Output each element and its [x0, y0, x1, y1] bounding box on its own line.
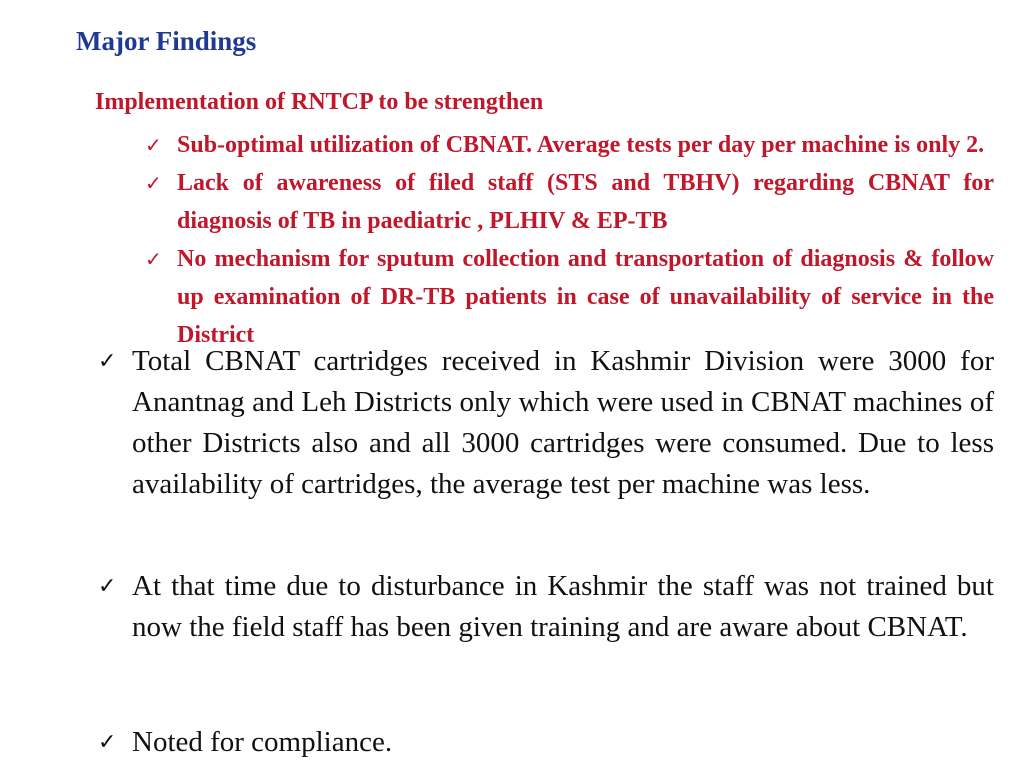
- response-item: [98, 722, 994, 763]
- finding-text: Lack of awareness of filed staff (STS and TBHV) regarding CBNAT for diagnosis of TB in paediatric , PLHIV & EP-TB: [177, 170, 994, 234]
- response-item: [98, 566, 994, 648]
- finding-item: [140, 240, 994, 354]
- finding-item: [140, 164, 994, 240]
- checkmark-icon: ✓: [98, 574, 117, 599]
- findings-subheading: Implementation of RNTCP to be strengthen: [95, 89, 544, 115]
- checkmark-icon: ✓: [145, 247, 162, 271]
- response-text: Noted for compliance.: [132, 726, 393, 758]
- response-text: Total CBNAT cartridges received in Kashmir Division were 3000 for Anantnag and Leh Districts only which were used in CBNAT machines of other Districts also and all 3000 cartridges were consumed. Due to less availability of cartridges, the average test per machine was less.: [132, 345, 994, 500]
- findings-list: [140, 126, 994, 354]
- checkmark-icon: ✓: [145, 171, 162, 195]
- finding-text: No mechanism for sputum collection and transportation of diagnosis & follow up examination of DR-TB patients in case of unavailability of service in the District: [177, 246, 994, 348]
- slide-title: Major Findings: [76, 26, 257, 56]
- checkmark-icon: ✓: [98, 730, 117, 755]
- checkmark-icon: ✓: [145, 133, 162, 157]
- response-text: At that time due to disturbance in Kashmir the staff was not trained but now the field staff has been given training and are aware about CBNAT.: [132, 570, 994, 643]
- finding-text: Sub-optimal utilization of CBNAT. Average tests per day per machine is only 2.: [177, 132, 985, 158]
- response-item: [98, 341, 994, 505]
- checkmark-icon: ✓: [98, 349, 117, 374]
- finding-item: [140, 126, 994, 164]
